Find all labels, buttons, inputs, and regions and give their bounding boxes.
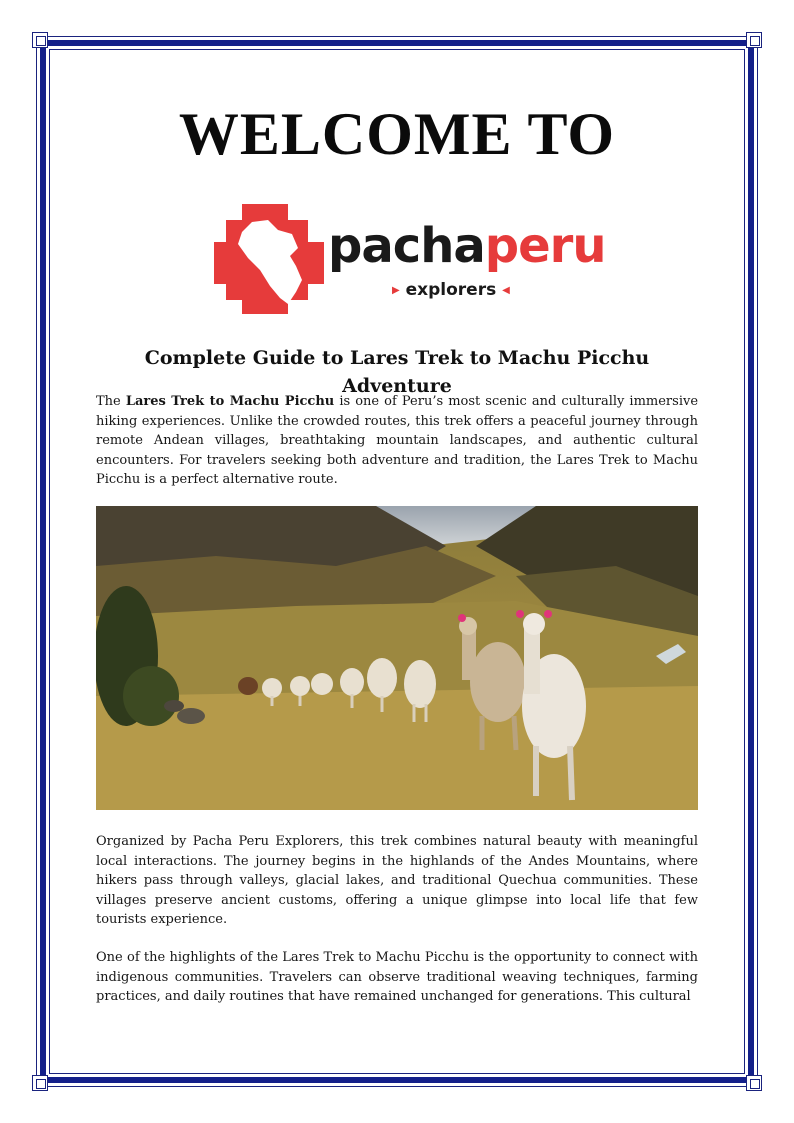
llamas-trek-photo (96, 506, 698, 810)
arrow-right-icon: ▶ (392, 285, 400, 296)
border-corner-ornament (32, 32, 48, 48)
welcome-heading: WELCOME TO (178, 101, 616, 167)
logo-word-dark: pacha (328, 218, 485, 274)
body-paragraph-3: One of the highlights of the Lares Trek to Machu Picchu is the opportunity to connect with indigenous communities. Travelers can observe traditional weaving techniques, farming practices, and daily routines that have remained unchanged for generations. This cultural (96, 950, 698, 1004)
pacha-peru-logo (212, 200, 606, 318)
border-corner-ornament (746, 1075, 762, 1091)
logo-subtitle-text: explorers (405, 280, 497, 300)
intro-lead: The (96, 394, 126, 409)
peru-map-icon (212, 200, 328, 318)
logo-subtitle (392, 280, 510, 301)
guide-title: Complete Guide to Lares Trek to Machu Picchu Adventure (144, 347, 650, 397)
body-paragraph-2: Organized by Pacha Peru Explorers, this trek combines natural beauty with meaningful local interactions. The journey begins in the highlands of the Andes Mountains, where hikers pass through valleys, glacial lakes, and traditional Quechua communities. These villages preserve ancient customs, offering a unique glimpse into local life that few tourists experience. (96, 834, 698, 927)
border-corner-ornament (746, 32, 762, 48)
logo-word-red: peru (484, 218, 606, 274)
intro-paragraph (96, 392, 698, 490)
border-corner-ornament (32, 1075, 48, 1091)
arrow-left-icon: ◀ (502, 285, 510, 296)
intro-bold-term: Lares Trek to Machu Picchu (125, 394, 335, 409)
logo-wordmark (328, 218, 606, 274)
intro-rest: is one of Peru’s most scenic and culturally immersive hiking experiences. Unlike the crowded routes, this trek offers a peaceful journey through remote Andean villages, breathtaking mountain landscapes, and authentic cultural encounters. For travelers seeking both adventure and tradition, the Lares Trek to Machu Picchu is a perfect alternative route. (96, 394, 699, 487)
